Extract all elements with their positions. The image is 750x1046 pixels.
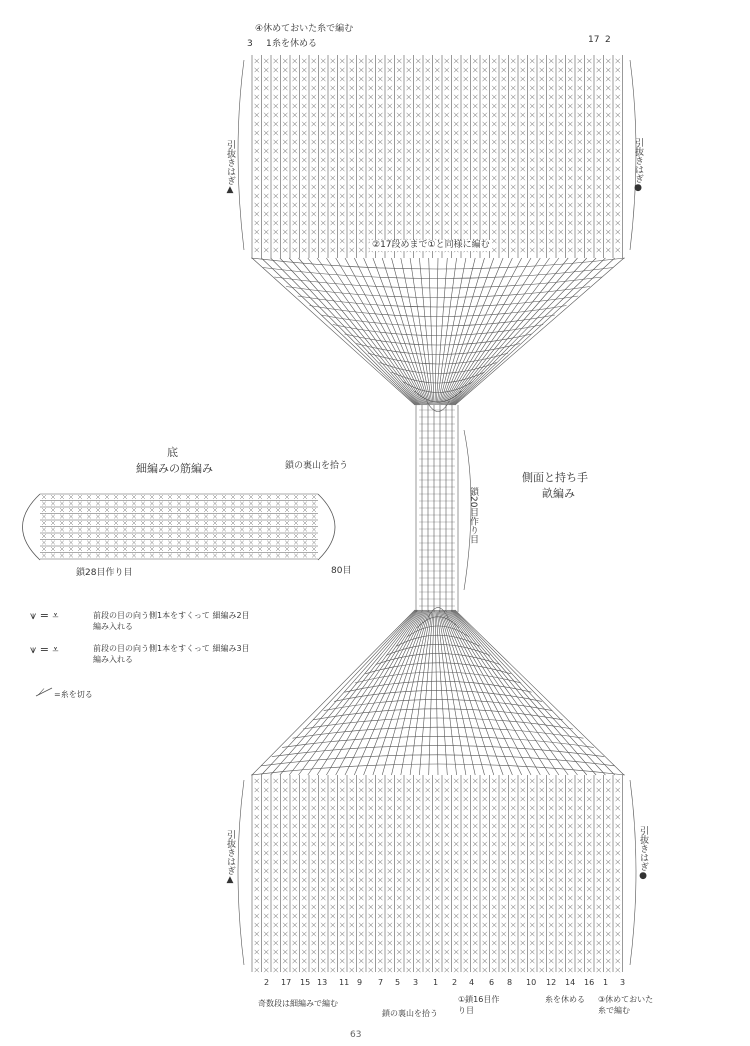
top-rejoin-note: ④休めておいた糸で編む: [255, 24, 354, 34]
legend-symbol-2: ⩛ = ⩡: [30, 609, 59, 622]
top-left-bracket: [238, 60, 244, 250]
row-number-right-9: 3: [620, 978, 626, 987]
bottom-piece-subtitle: 細編みの筋編み: [136, 462, 213, 475]
row-number-left-7: 5: [395, 978, 401, 987]
row-number-right-3: 8: [507, 978, 513, 987]
bottom-rest-note: 糸を休める: [545, 995, 585, 1004]
row-number-right-6: 14: [565, 978, 576, 987]
legend-symbol-3: ⩛ = ⩡: [30, 643, 59, 656]
bottom-right-bracket: [630, 780, 636, 965]
top-panel-taper: [251, 258, 625, 412]
row-number-right-5: 12: [546, 978, 557, 987]
row-number-left-8: 3: [413, 978, 419, 987]
bottom-rejoin-note: ③休めておいた糸で編む: [598, 995, 654, 1015]
row-number-left-5: 9: [357, 978, 363, 987]
top-col-right-a: 17: [588, 35, 600, 45]
bottom-left-bracket: [238, 780, 244, 965]
bottom-piece-start-label: 鎖28目作り目: [76, 568, 133, 578]
page-number: 63: [350, 1030, 362, 1040]
top-panel-grid: [252, 55, 623, 258]
bottom-start-note: ①鎖16目作り目: [458, 995, 500, 1015]
row-number-right-0: 2: [452, 978, 458, 987]
bottom-piece-grid: [40, 494, 318, 559]
bottom-piece-back-loop-note: 鎖の裏山を拾う: [285, 461, 349, 471]
row-number-left-4: 11: [339, 978, 350, 987]
bottom-piece-left-curve: [23, 494, 41, 560]
side-handle-subtitle: 畝編み: [542, 487, 575, 500]
bottom-odd-rows-note: 奇数段は細編みで編む: [258, 999, 338, 1008]
row-number-right-2: 6: [489, 978, 495, 987]
bottom-panel-taper: [251, 608, 625, 775]
top-side-right-label: 引抜きはぎ●: [633, 138, 643, 193]
legend-cut-symbol: ⟋: [38, 688, 45, 698]
bottom-side-right-label: 引抜きはぎ●: [638, 826, 648, 881]
bottom-piece-right-curve: [318, 494, 335, 560]
top-col-right-b: 2: [605, 35, 611, 45]
legend-text-3: 前段の目の向う側1本をすくって 細編み3目編み入れる: [93, 644, 250, 664]
top-center-note: ②17段めまで①と同様に編む: [372, 240, 490, 250]
top-col-left-a: 3: [247, 39, 253, 49]
row-number-left-9: 1: [433, 978, 439, 987]
bottom-piece-count-label: 80目: [331, 566, 352, 576]
top-rest-note: 糸を休める: [272, 39, 318, 49]
legend-cut-text: =糸を切る: [54, 690, 93, 699]
row-number-left-3: 13: [317, 978, 328, 987]
row-number-right-8: 1: [603, 978, 609, 987]
bottom-panel-grid: [252, 775, 623, 972]
top-col-left-b: 1: [266, 39, 272, 49]
side-handle-chain-label: 鎖20目作り目: [468, 487, 478, 544]
row-number-left-0: 2: [264, 978, 270, 987]
row-number-right-1: 4: [469, 978, 475, 987]
bottom-back-loop-note: 鎖の裏山を拾う: [382, 1009, 438, 1018]
row-number-right-4: 10: [526, 978, 537, 987]
row-number-left-1: 17: [281, 978, 292, 987]
row-number-left-6: 7: [378, 978, 384, 987]
top-side-left-label: 引抜きはぎ▲: [225, 140, 235, 195]
handle-strip: [416, 405, 458, 612]
row-number-left-2: 15: [300, 978, 311, 987]
bottom-piece-title: 底: [167, 446, 178, 459]
bottom-side-left-label: 引抜きはぎ▲: [225, 830, 235, 885]
row-number-right-7: 16: [584, 978, 595, 987]
legend-text-2: 前段の目の向う側1本をすくって 細編み2目編み入れる: [93, 611, 250, 631]
side-handle-title: 側面と持ち手: [522, 471, 588, 484]
